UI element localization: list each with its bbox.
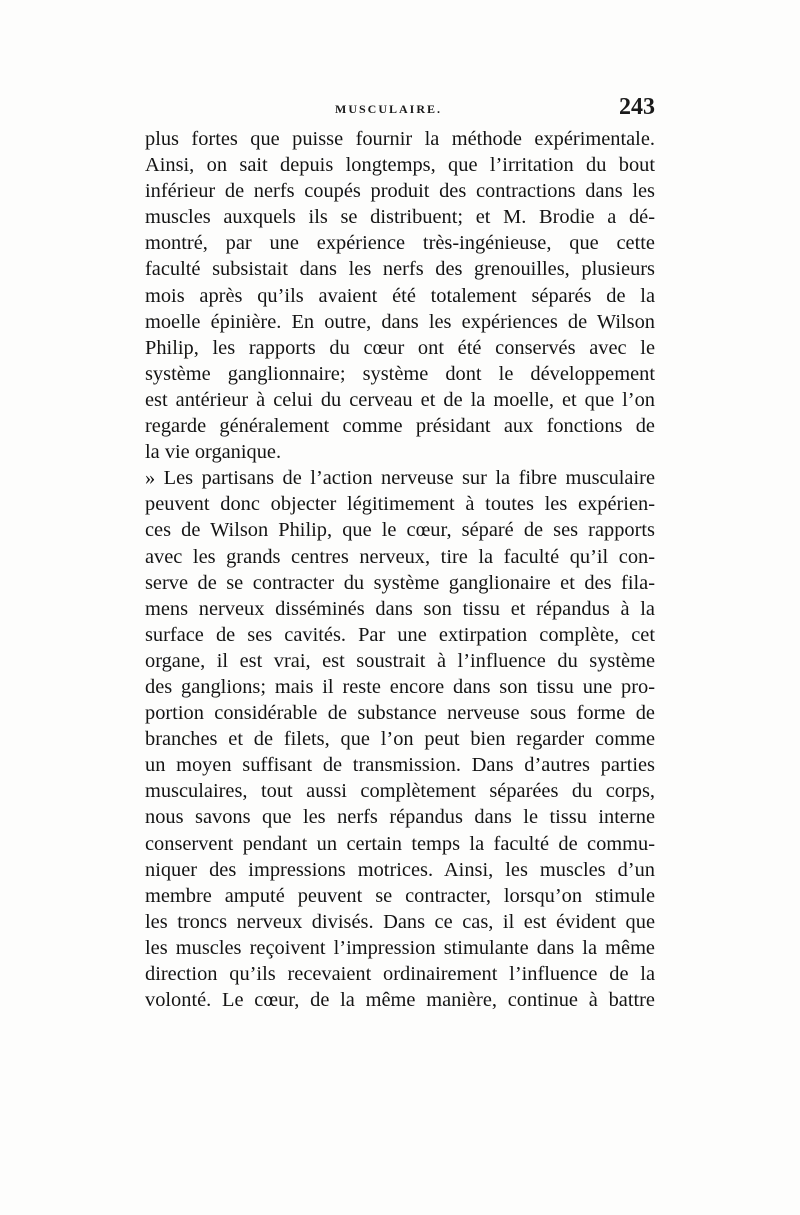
text-line: nous savons que les nerfs répandus dans le tissu interne — [145, 806, 655, 829]
running-title: MUSCULAIRE. — [335, 102, 443, 116]
text-line: plus fortes que puisse fournir la méthode expérimentale. — [145, 128, 655, 150]
text-line: muscles auxquels ils se distribuent; et M. Brodie a dé- — [145, 206, 655, 229]
text-line: volonté. Le cœur, de la même manière, continue à battre — [145, 989, 655, 1012]
text-line: un moyen suffisant de transmission. Dans d’autres parties — [145, 754, 655, 777]
text-line: des ganglions; mais il reste encore dans son tissu une pro- — [145, 675, 655, 698]
text-line: est antérieur à celui du cerveau et de la moelle, et que l’on — [145, 388, 655, 411]
text-line: portion considérable de substance nerveuse sous forme de — [145, 702, 655, 725]
text-line: conservent pendant un certain temps la faculté de commu- — [145, 832, 655, 855]
text-line: montré, par une expérience très-ingénieuse, que cette — [145, 232, 655, 255]
paragraph-start-line: » Les partisans de l’action nerveuse sur la fibre musculaire — [145, 467, 655, 490]
text-line: les troncs nerveux divisés. Dans ce cas, il est évident que — [145, 910, 655, 933]
text-line: membre amputé peuvent se contracter, lorsqu’on stimule — [145, 884, 655, 907]
body-text — [145, 126, 655, 1013]
text-line: mens nerveux disséminés dans son tissu et répandus à la — [145, 597, 655, 620]
page-number: 243 — [619, 94, 655, 120]
text-line: peuvent donc objecter légitimement à toutes les expérien- — [145, 493, 655, 516]
text-line: avec les grands centres nerveux, tire la faculté qu’il con- — [145, 545, 655, 568]
text-line: les muscles reçoivent l’impression stimulante dans la même — [145, 936, 655, 959]
text-line: organe, il est vrai, est soustrait à l’influence du système — [145, 649, 655, 672]
text-line: mois après qu’ils avaient été totalement séparés de la — [145, 284, 655, 307]
text-line: direction qu’ils recevaient ordinairement l’influence de la — [145, 963, 655, 985]
text-line: niquer des impressions motrices. Ainsi, les muscles d’un — [145, 858, 655, 881]
text-line: regarde généralement comme présidant aux fonctions de — [145, 415, 655, 438]
text-line: moelle épinière. En outre, dans les expériences de Wilson — [145, 310, 655, 333]
text-line: inférieur de nerfs coupés produit des contractions dans les — [145, 180, 655, 203]
text-line: serve de se contracter du système ganglionaire et des fila- — [145, 571, 655, 594]
text-line: surface de ses cavités. Par une extirpation complète, cet — [145, 623, 655, 646]
text-line: système ganglionnaire; système dont le développement — [145, 362, 655, 385]
text-line: Philip, les rapports du cœur ont été conservés avec le — [145, 336, 655, 359]
text-line: branches et de filets, que l’on peut bien regarder comme — [145, 728, 655, 751]
text-line: Ainsi, on sait depuis longtemps, que l’irritation du bout — [145, 154, 655, 177]
text-line: ces de Wilson Philip, que le cœur, séparé de ses rapports — [145, 519, 655, 542]
paragraph-end-line: la vie organique. — [145, 441, 282, 464]
text-line: musculaires, tout aussi complètement séparées du corps, — [145, 780, 655, 803]
running-head — [145, 96, 655, 126]
text-line: faculté subsistait dans les nerfs des grenouilles, plusieurs — [145, 258, 655, 281]
